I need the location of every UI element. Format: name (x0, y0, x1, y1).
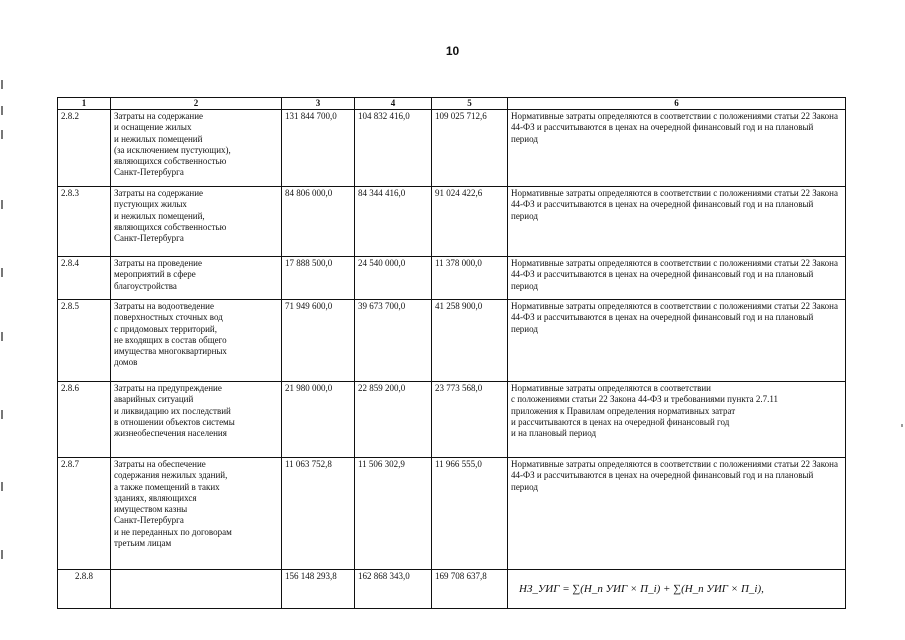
header-col-5: 5 (432, 98, 508, 110)
row-value-2: 84 344 416,0 (355, 187, 432, 257)
row-code: 2.8.2 (58, 110, 111, 187)
row-value-3: 11 378 000,0 (432, 257, 508, 300)
row-value-1: 156 148 293,8 (282, 570, 355, 609)
row-note: Нормативные затраты определяются в соответствии с положениями статьи 22 Закона 44-ФЗ и рассчитываются в ценах на очередной финансовый год и на плановый период (508, 458, 846, 570)
header-col-2: 2 (111, 98, 282, 110)
row-code: 2.8.3 (58, 187, 111, 257)
table-row (58, 257, 846, 300)
normative-cost-formula: НЗ_УИГ = ∑(Н_n УИГ × П_i) + ∑(Н_n УИГ × П_i), (519, 583, 764, 596)
row-code: 2.8.4 (58, 257, 111, 300)
row-value-2: 11 506 302,9 (355, 458, 432, 570)
row-note: Нормативные затраты определяются в соответствии с положениями статьи 22 Закона 44-ФЗ и рассчитываются в ценах на очередной финансовый год и на плановый период (508, 300, 846, 382)
row-code: 2.8.6 (58, 382, 111, 458)
row-value-2: 104 832 416,0 (355, 110, 432, 187)
row-name: Затраты на содержание пустующих жилых и нежилых помещений, являющихся собственностью Санкт-Петербурга (111, 187, 282, 257)
row-value-1: 71 949 600,0 (282, 300, 355, 382)
table-row (58, 110, 846, 187)
row-value-3: 91 024 422,6 (432, 187, 508, 257)
row-value-2: 162 868 343,0 (355, 570, 432, 609)
cost-norms-table (57, 97, 846, 609)
header-col-6: 6 (508, 98, 846, 110)
table-row (58, 458, 846, 570)
table-header-row (58, 98, 846, 110)
row-value-1: 84 806 000,0 (282, 187, 355, 257)
row-value-2: 22 859 200,0 (355, 382, 432, 458)
header-col-3: 3 (282, 98, 355, 110)
page-number: 10 (445, 44, 460, 58)
row-name: Затраты на водоотведение поверхностных сточных вод с придомовых территорий, не входящих в состав общего имущества многоквартирных домов (111, 300, 282, 382)
row-value-2: 24 540 000,0 (355, 257, 432, 300)
row-value-2: 39 673 700,0 (355, 300, 432, 382)
table-row-formula (58, 570, 846, 609)
row-value-3: 11 966 555,0 (432, 458, 508, 570)
row-value-1: 17 888 500,0 (282, 257, 355, 300)
row-name: Затраты на содержание и оснащение жилых и нежилых помещений (за исключением пустующих), являющихся собственностью Санкт-Петербурга (111, 110, 282, 187)
row-note: Нормативные затраты определяются в соответствии с положениями статьи 22 Закона 44-ФЗ и рассчитываются в ценах на очередной финансовый год и на плановый период (508, 187, 846, 257)
row-note: Нормативные затраты определяются в соответствии с положениями статьи 22 Закона 44-ФЗ и рассчитываются в ценах на очередной финансовый год и на плановый период (508, 110, 846, 187)
row-name: Затраты на обеспечение содержания нежилых зданий, а также помещений в таких зданиях, являющихся имуществом казны Санкт-Петербурга и не переданных по договорам третьим лицам (111, 458, 282, 570)
table-row (58, 187, 846, 257)
row-value-1: 131 844 700,0 (282, 110, 355, 187)
row-code: 2.8.5 (58, 300, 111, 382)
table-row (58, 300, 846, 382)
row-value-1: 11 063 752,8 (282, 458, 355, 570)
row-name: Затраты на проведение мероприятий в сфере благоустройства (111, 257, 282, 300)
header-col-4: 4 (355, 98, 432, 110)
row-value-3: 23 773 568,0 (432, 382, 508, 458)
row-value-3: 41 258 900,0 (432, 300, 508, 382)
row-formula-cell (508, 570, 846, 609)
row-name (111, 570, 282, 609)
row-value-3: 169 708 637,8 (432, 570, 508, 609)
scan-margin-marks (1, 80, 4, 600)
header-col-1: 1 (58, 98, 111, 110)
row-value-1: 21 980 000,0 (282, 382, 355, 458)
row-code: 2.8.8 (58, 570, 111, 609)
row-value-3: 109 025 712,6 (432, 110, 508, 187)
row-code: 2.8.7 (58, 458, 111, 570)
row-note: Нормативные затраты определяются в соответствии с положениями статьи 22 Закона 44-ФЗ и рассчитываются в ценах на очередной финансовый год и на плановый период (508, 257, 846, 300)
table-row (58, 382, 846, 458)
row-note: Нормативные затраты определяются в соответствии с положениями статьи 22 Закона 44-ФЗ и требованиями пункта 2.7.11 приложения к Правилам определения нормативных затрат и рассчитываются в ценах на очередной финансовый год и на плановый период (508, 382, 846, 458)
scan-speck (901, 424, 903, 427)
row-name: Затраты на предупреждение аварийных ситуаций и ликвидацию их последствий в отношении объектов системы жизнеобеспечения населения (111, 382, 282, 458)
